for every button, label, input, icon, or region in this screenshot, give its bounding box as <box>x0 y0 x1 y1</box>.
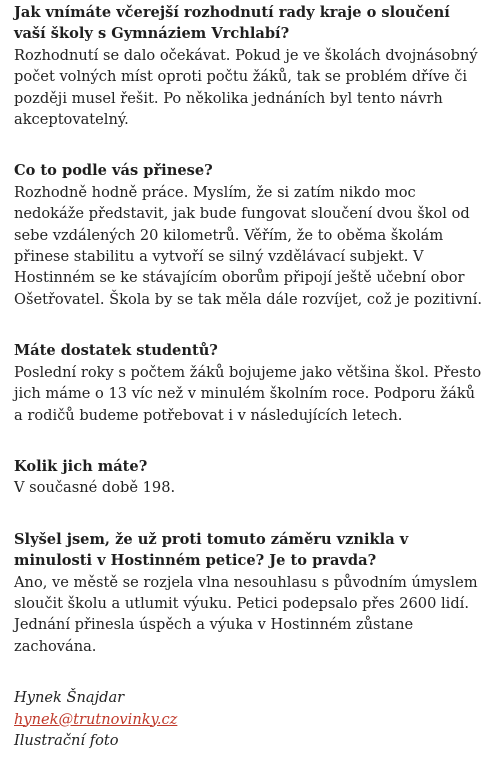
interview-answer: Poslední roky s počtem žáků bojujeme jako většina škol. Přesto jich máme o 13 víc než v minulém školním roce. Podporu žáků a rodičů budeme potřebovat i v následujících letech. <box>14 363 482 424</box>
qa-block-5 <box>14 529 483 657</box>
interview-question: Co to podle vás přinese? <box>14 162 213 180</box>
qa-block-4 <box>14 456 483 499</box>
author-email-line <box>14 709 483 730</box>
interview-question: Máte dostatek studentů? <box>14 342 218 360</box>
qa-block-3 <box>14 340 483 426</box>
photo-caption: Ilustrační foto <box>14 731 119 749</box>
interview-question: Slyšel jsem, že už proti tomuto záměru vznikla v minulosti v Hostinném petice? Je to pravda? <box>14 530 409 570</box>
interview-answer: Rozhodně hodně práce. Myslím, že si zatím nikdo moc nedokáže představit, jak bude fungovat sloučení dvou škol od sebe vzdálených 20 kilometrů. Věřím, že to oběma školám přinese stabilitu a vytvoří se silný vzdělávací subjekt. V Hostinném se ke stávajícím oborům připojí ještě učební obor Ošetřovatel. Škola by se tak měla dále rozvíjet, což je pozitivní. <box>14 183 482 308</box>
author-name: Hynek Šnajdar <box>14 689 125 707</box>
interview-question: Jak vnímáte včerejší rozhodnutí rady kraje o sloučení vaší školy s Gymnáziem Vrchlabí? <box>14 4 450 43</box>
article-signature <box>14 687 483 751</box>
qa-block-2 <box>14 160 483 310</box>
author-email-link[interactable]: hynek@trutnovinky.cz <box>14 710 178 728</box>
interview-answer: V současné době 198. <box>14 479 176 497</box>
interview-question: Kolik jich máte? <box>14 457 148 475</box>
interview-answer: Rozhodnutí se dalo očekávat. Pokud je ve školách dvojnásobný počet volných míst oproti počtu žáků, tak se problém dříve či později musel řešit. Po několika jednáních byl tento návrh akceptovatelný. <box>14 46 478 129</box>
qa-block-1 <box>14 2 483 130</box>
interview-answer: Ano, ve městě se rozjela vlna nesouhlasu s původním úmyslem sloučit školu a utlumit výuku. Petici podepsalo přes 2600 lidí. Jednání přinesla úspěch a výuka v Hostinném zůstane zachována. <box>14 573 478 655</box>
